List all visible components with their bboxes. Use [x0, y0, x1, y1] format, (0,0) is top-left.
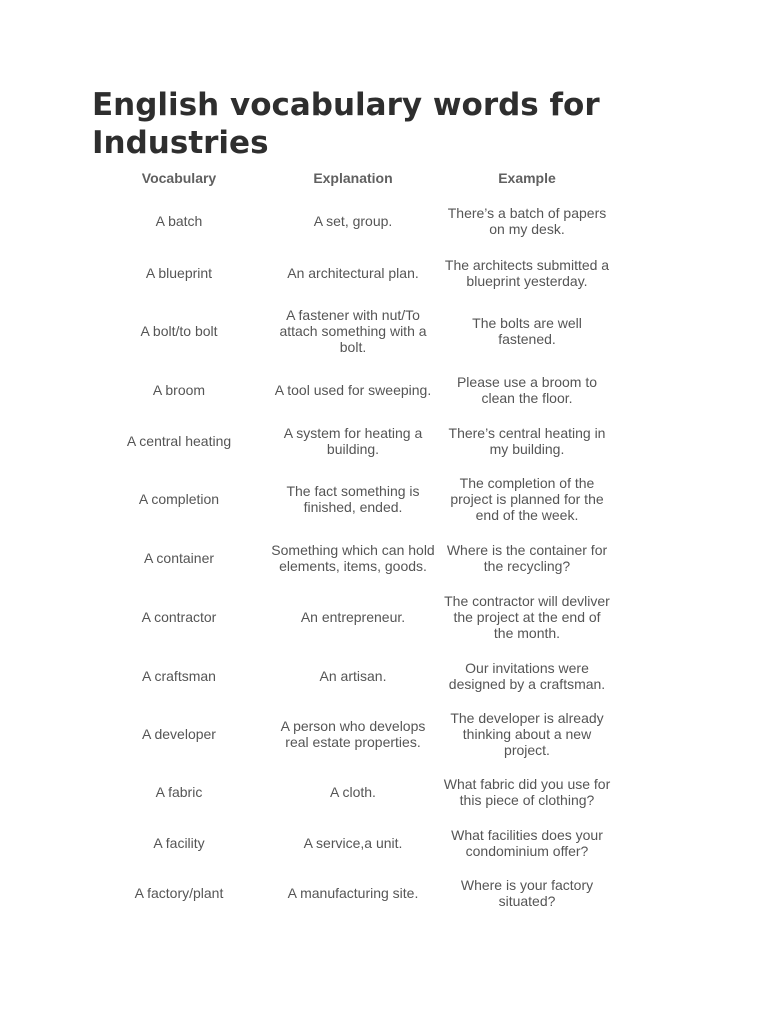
explanation-cell: A person who develops real estate properties. — [280, 718, 426, 750]
explanation-cell: A set, group. — [313, 213, 393, 229]
example-cell: The bolts are well fastened. — [472, 315, 582, 347]
header-explanation: Explanation — [313, 170, 393, 186]
vocabulary-table — [92, 162, 614, 918]
table-row — [92, 767, 614, 817]
table-row — [92, 194, 614, 248]
explanation-cell: A manufacturing site. — [287, 885, 419, 901]
term-cell: A broom — [152, 382, 206, 398]
example-cell: The completion of the project is planned for the end of the week. — [450, 475, 604, 523]
header-vocabulary: Vocabulary — [141, 170, 217, 186]
term-cell: A container — [143, 550, 215, 566]
example-cell: What fabric did you use for this piece of clothing? — [443, 776, 611, 808]
example-cell: Where is the container for the recycling? — [446, 542, 608, 574]
example-cell: There’s a batch of papers on my desk. — [447, 205, 607, 237]
term-cell: A completion — [138, 491, 220, 507]
page-title: English vocabulary words for Industries — [92, 87, 600, 161]
example-cell: Where is your factory situated? — [460, 877, 594, 909]
term-cell: A fabric — [155, 784, 203, 800]
table-row — [92, 466, 614, 532]
explanation-cell: A tool used for sweeping. — [274, 382, 432, 398]
explanation-cell: An entrepreneur. — [300, 609, 406, 625]
explanation-cell: An artisan. — [319, 667, 387, 684]
example-cell: Please use a broom to clean the floor. — [456, 374, 598, 406]
example-cell: The developer is already thinking about a new project. — [450, 710, 604, 758]
table-row — [92, 532, 614, 584]
term-cell: A central heating — [126, 433, 232, 449]
term-cell: A factory/plant — [134, 885, 224, 901]
term-cell: A facility — [153, 834, 205, 851]
header-example: Example — [498, 170, 556, 186]
table-row — [92, 584, 614, 650]
term-cell: A bolt/to bolt — [140, 323, 218, 339]
term-cell: A batch — [155, 213, 203, 229]
table-row — [92, 817, 614, 868]
explanation-cell: The fact something is finished, ended. — [286, 483, 420, 515]
example-cell: Our invitations were designed by a craftsman. — [448, 659, 606, 692]
explanation-cell: A system for heating a building. — [283, 425, 423, 457]
table-row — [92, 701, 614, 767]
term-cell: A blueprint — [145, 265, 213, 281]
example-cell: The contractor will devliver the project at the end of the month. — [444, 593, 610, 641]
term-cell: A contractor — [141, 609, 217, 625]
example-cell: What facilities does your condominium offer? — [451, 826, 603, 859]
table-header-row — [92, 162, 614, 194]
table-row — [92, 298, 614, 364]
table-row — [92, 248, 614, 298]
explanation-cell: A fastener with nut/To attach something with a bolt. — [279, 307, 427, 355]
term-cell: A developer — [142, 726, 216, 742]
table-row — [92, 364, 614, 416]
table-row — [92, 868, 614, 918]
example-cell: The architects submitted a blueprint yesterday. — [444, 257, 610, 289]
explanation-cell: A cloth. — [330, 784, 376, 800]
explanation-cell: An architectural plan. — [287, 265, 419, 281]
explanation-cell: Something which can hold elements, items, goods. — [271, 542, 435, 574]
example-cell: There’s central heating in my building. — [448, 425, 606, 457]
explanation-cell: A service,a unit. — [303, 834, 403, 851]
table-row — [92, 650, 614, 701]
term-cell: A craftsman — [142, 667, 216, 684]
table-row — [92, 416, 614, 466]
